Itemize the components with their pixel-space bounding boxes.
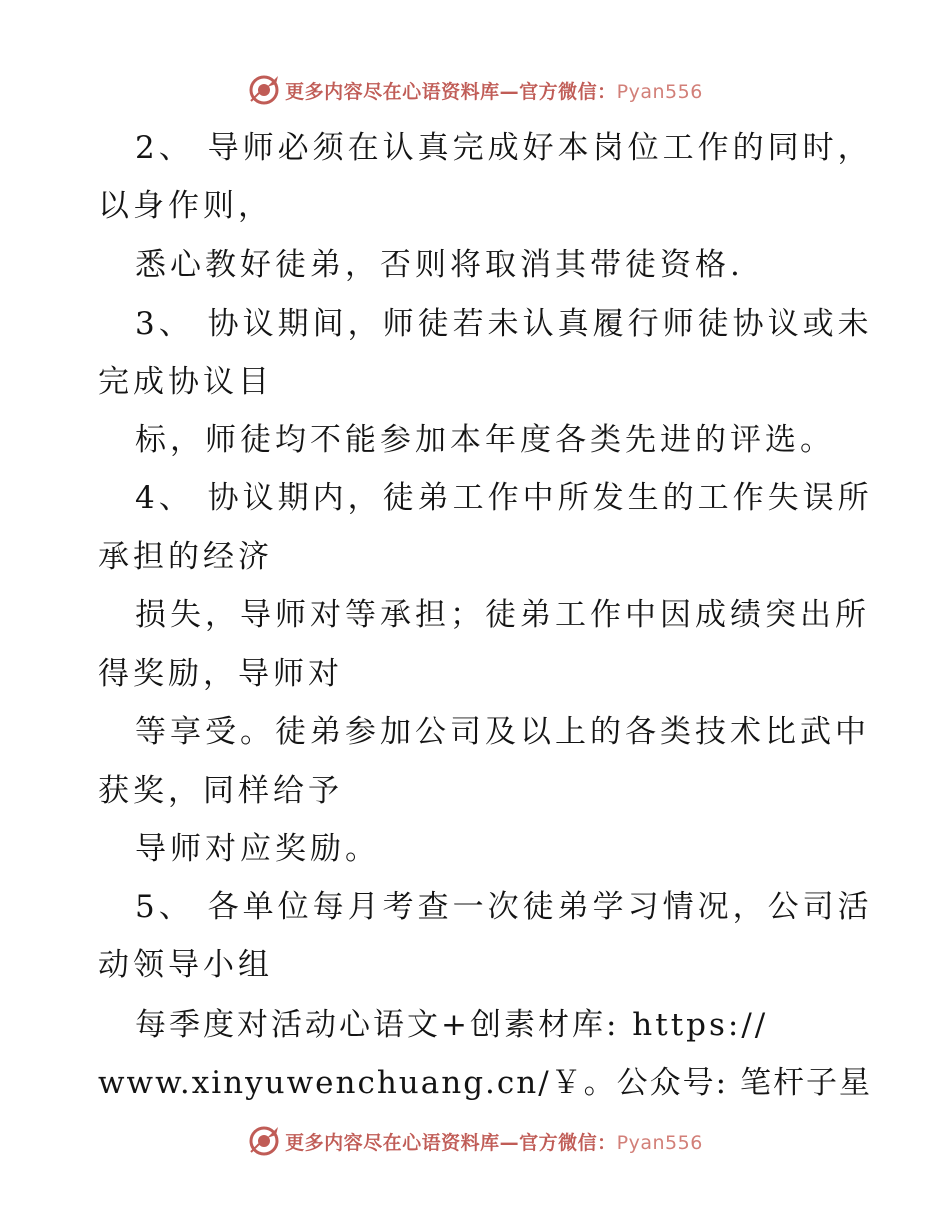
- text-line: 2、 导师必须在认真完成好本岗位工作的同时，: [135, 130, 873, 166]
- text-line: 损失，导师对等承担；徒弟工作中因成绩突出所: [135, 597, 870, 633]
- text-line: 5、 各单位每月考查一次徒弟学习情况，公司活: [135, 889, 873, 925]
- footer-banner: [0, 1121, 950, 1161]
- footer-banner-label: 更多内容尽在心语资料库—官方微信：: [285, 1131, 617, 1154]
- text-line: 完成协议目: [98, 364, 273, 400]
- feather-logo-icon: [247, 73, 281, 107]
- text-line: www.xinyuwenchuang.cn/￥。公众号: 笔杆子星: [98, 1065, 872, 1101]
- header-banner: [0, 70, 950, 110]
- text-line: 3、 协议期间，师徒若未认真履行师徒协议或未: [135, 306, 873, 342]
- footer-banner-text: [285, 1128, 703, 1155]
- header-wechat-id: Pyan556: [616, 80, 703, 103]
- text-line: 悉心教好徒弟，否则将取消其带徒资格.: [135, 247, 744, 283]
- header-banner-text: [285, 77, 703, 104]
- text-line: 动领导小组: [98, 947, 273, 983]
- text-line: 得奖励，导师对: [98, 656, 343, 692]
- text-line: 承担的经济: [98, 539, 273, 575]
- text-line: 每季度对活动心语文+创素材库: https://: [135, 1007, 769, 1043]
- feather-logo-icon: [247, 1124, 281, 1158]
- text-line: 4、 协议期内，徒弟工作中所发生的工作失误所: [135, 480, 873, 516]
- text-line: 以身作则，: [98, 188, 273, 224]
- text-line: 获奖，同样给予: [98, 773, 343, 809]
- header-banner-label: 更多内容尽在心语资料库—官方微信：: [285, 80, 617, 103]
- text-line: 导师对应奖励。: [135, 831, 380, 867]
- text-line: 等享受。徒弟参加公司及以上的各类技术比武中: [135, 714, 870, 750]
- text-line: 标，师徒均不能参加本年度各类先进的评选。: [135, 422, 835, 458]
- footer-wechat-id: Pyan556: [616, 1131, 703, 1154]
